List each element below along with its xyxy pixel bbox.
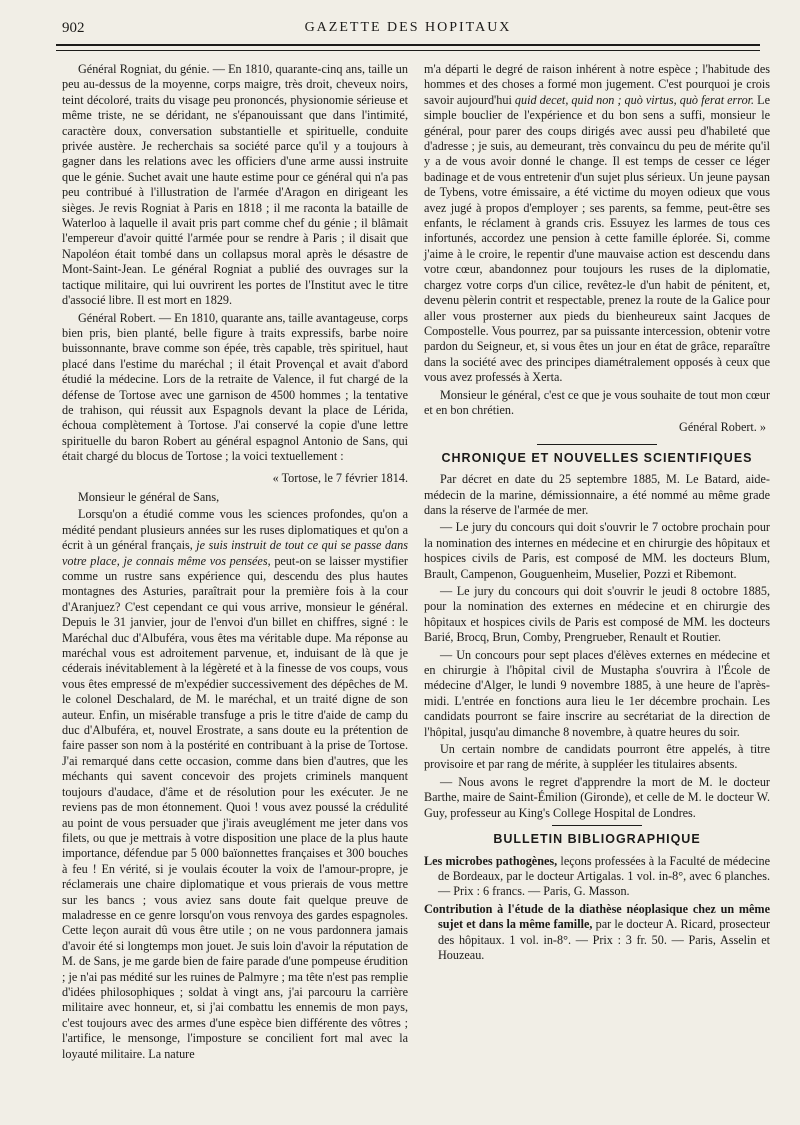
bibliography-entry: [424, 902, 770, 964]
book-title: Contribution à l'étude de la diathèse néoplasique chez un même sujet et dans la même famille,: [424, 901, 770, 932]
section-divider: [537, 444, 657, 445]
news-item: — Le jury du concours qui doit s'ouvrir le 7 octobre prochain pour la nomination des internes en médecine et en chirurgie des hôpitaux et hospices civils de Paris, est composé de MM. les docteurs Blum, Brault, Campenon, Gouguenheim, Muselier, Pozzi et Ribemont.: [424, 520, 770, 581]
left-column: [62, 62, 408, 1064]
news-item: — Nous avons le regret d'apprendre la mort de M. le docteur Barthe, maire de Saint-Émilion (Gironde), et celle de M. le docteur W. Guy, professeur au King's College Hospital de Londres.: [424, 774, 770, 820]
letter-cont-text-a: m'a départi le degré de raison inhérent à notre espèce ; l'habitude des hommes et des choses a formé mon jugement. C'est pourquoi je crois savoir aujourd'hui: [424, 62, 770, 107]
letter-text-a: Lorsqu'on a étudié comme vous les sciences profondes, qu'on a médité pendant plusieurs années sur les ruses diplomatiques et qu'on a écrit à un général français,: [62, 507, 408, 553]
paragraph-rogniat: Général Rogniat, du génie. — En 1810, quarante-cinq ans, taille un peu au-dessus de la moyenne, corps maigre, très droit, cheveux noirs, teint décoloré, traits du visage peu prononcés, physionomie sérieuse et même triste, ne se déridant, ne s'épanouissant que dans l'intimité, caractère doux, conversation substantielle et spirituelle, conduite privée austère. Je recherchais sa société parce qu'il y a toujours à gagner dans les relations avec les officiers d'une arme aussi instruite que le génie. Suchet avait une haute estime pour ce général qui n'a pas peu contribué à l'illustration de l'armée d'Aragon en dirigeant les sièges. Je revis Rogniat à Paris en 1818 ; il me raconta la bataille de Waterloo à laquelle il avait pris part comme chef du génie ; il blâmait l'empereur d'avoir quitté l'armée pour se rendre à Paris ; il disait que Napoléon était tombé dans un collapsus moral après le désastre de Mont-Saint-Jean. Le général Rogniat a publié des ouvrages sur la tactique militaire, qui lui ouvrirent les portes de l'Institut avec le titre d'associé libre. Il est mort en 1829.: [62, 62, 408, 308]
letter-continuation: [424, 62, 770, 386]
page-number: 902: [62, 20, 85, 36]
letter-body: [62, 507, 408, 1062]
letter-signature: Général Robert. »: [679, 420, 766, 435]
bibliography-entry: [424, 854, 770, 900]
header-rule: [56, 44, 760, 51]
letter-cont-text-b: Le simple bouclier de l'expérience et du bon sens a suffi, monsieur le général, pour parer des coups dirigés avec aussi peu d'habileté que d'adresse ; je suis, au demeurant, très convaincu du peu de mérite qu'il y a de vous avoir donné le change. Il est temps de cesser ce léger badinage et de vous entretenir d'un sujet plus sérieux. Un jeune paysan de Tybens, votre émissaire, a été victime du moyen odieux que vous avez jugé à propos d'employer ; ses parents, sa femme, peut-être ses enfants, le réclament à grands cris. Essuyez les larmes de tous ces infortunés, accordez une pension à cette famille éplorée. Si, comme j'aime à le croire, le repentir d'une mauvaise action est descendu dans votre cœur, abandonnez pour toujours les ruses de la diplomatie, chargez votre corps d'un cilice, revêtez-le d'un habit de pénitent, et, devenu pèlerin contrit et respectable, prenez la route de la Galice pour aller vous prosterner aux pieds du bienheureux saint Jacques de Compostelle. Vous pourrez, par sa puissante intercession, obtenir votre pardon du Seigneur, et, si vous êtes un jour en état de grâce, reparaître dans la société avec des principes diamétralement opposés à ceux que vous avez professés à Xerta.: [424, 92, 771, 385]
bibliography-list: [424, 854, 770, 964]
letter-date: « Tortose, le 7 février 1814.: [272, 470, 408, 485]
news-item: — Un concours pour sept places d'élèves externes en médecine et en chirurgie à l'hôpital civil de Mustapha s'ouvrira à l'École de médecine d'Alger, le lundi 9 novembre 1885, à une heure de l'après-midi. L'entrée en fonctions aura lieu le 1er décembre prochain. Les candidats pourront se faire inscrire au secrétariat de la direction de l'hôpital, jusqu'au dimanche 8 novembre, à quatre heures du soir.: [424, 647, 770, 739]
book-details: par le docteur A. Ricard, prosecteur des hôpitaux. 1 vol. in-8°. — Prix : 3 fr. 50. — Paris, Asselin et Houzeau.: [438, 917, 770, 962]
news-item: — Le jury du concours qui doit s'ouvrir le jeudi 8 octobre 1885, pour la nomination des externes en médecine et en chirurgie des hôpitaux et hospices civils de Paris est composé de MM. les docteurs Barié, Brocq, Brun, Comby, Prengrueber, Renault et Routier.: [424, 584, 770, 645]
letter-salutation: Monsieur le général de Sans,: [78, 489, 220, 504]
book-title: Les microbes pathogènes,: [424, 853, 558, 868]
letter-italic: je suis instruit de tout ce qui se passe dans votre place, je connais même vos pensées,: [62, 538, 409, 568]
section-divider: [552, 825, 642, 826]
section-title-bulletin: BULLETIN BIBLIOGRAPHIQUE: [493, 832, 701, 847]
journal-title: GAZETTE DES HOPITAUX: [304, 20, 512, 35]
letter-text-b: peut-on se laisser mystifier comme un rustre sans expérience qui, descendu des plus hautes montagnes des Asturies, paraîtrait pour la première fois à la cour d'Aranjuez? C'est cependant ce qui vous arrive, monsieur le général. Depuis le 31 janvier, jour de l'envoi d'un billet en chiffres, signé : le Maréchal duc d'Albuféra, vous êtes ma véritable dupe. Ma réponse au maréchal vous est adroitement parvenue, et, induisant de là que je céderais inévitablement à la légèreté et à la finesse de vos coups, vous vous êtes empressé de m'expédier successivement des dépêches de M. le colonel Deschalard, de M. le maréchal, et un traité digne de son auteur. Enfin, un misérable transfuge a pris le titre d'aide de camp du duc d'Albuféra, et, nouvel Erostrate, a sans doute eu la prétention de faire passer son nom à la postérité en contribuant à la prise de Tortose. J'ai remarqué dans cette occasion, comme dans bien d'autres, que les méchants qui savent concevoir des projets criminels manquent toujours d'audace, d'âme et de résolution pour les exécuter. Je ne reviens pas de mon étonnement. Quoi ! vous avez poussé la crédulité au point de vous persuader que j'irais aveuglément me jeter dans vos filets, ou que je mettrais à votre disposition une place de la plus haute importance, défendue par 5 000 baïonnettes françaises et 300 bouches à feu ! En vérité, si je voulais écouter la voix de l'amour-propre, je réclamerais une chaire diplomatique et vous prierais de vous mettre sur les bancs ; vous aviez sans doute fait quelque preuve de maladresse en ce genre lorsqu'on vous renvoya des gardes espagnoles. Cette leçon aurait dû vous être utile ; on ne vous pardonnera jamais d'avoir été si longtemps mon jouet. Je suis loin d'avoir la réputation de M. de Sans, je me garde bien de faire parade d'une pompeuse érudition ; je n'ai pas médité sur les ruines de Palmyre ; ma tête n'est pas remplie d'idées philosophiques ; soldat à vingt ans, j'ai parcouru la carrière militaire avec honneur, et, si j'ai combattu les ennemis de mon pays, c'est toujours avec des armes d'une espèce bien différente des vôtres ; l'artifice, le mensonge, l'imposture se concilient fort mal avec la loyauté militaire. La nature: [62, 553, 408, 1061]
book-details: leçons professées à la Faculté de médecine de Bordeaux, par le docteur Artigalas. 1 vol. in-8°, avec 6 planches. — Prix : 6 francs. — Paris, G. Masson.: [438, 853, 770, 899]
news-item: Par décret en date du 25 septembre 1885, M. Le Batard, aide-médecin de la marine, démissionnaire, a été nommé au même grade dans la réserve de l'armée de mer.: [424, 472, 770, 517]
letter-closing: Monsieur le général, c'est ce que je vous souhaite de tout mon cœur et en bon chrétien.: [424, 387, 770, 417]
right-column: [424, 62, 770, 965]
page-header: [56, 18, 760, 40]
news-item: Un certain nombre de candidats pourront être appelés, à titre provisoire et par rang de mérite, à suppléer les titulaires absents.: [424, 742, 770, 772]
latin-quote: quid decet, quid non ; quò virtus, quò ferat error.: [514, 92, 755, 107]
paragraph-robert: Général Robert. — En 1810, quarante ans, taille avantageuse, corps bien pris, bien planté, belle figure à traits expressifs, barbe noire buissonnante, brave comme son épée, très capable, très spirituel, haut placé dans l'estime du maréchal ; il était Provençal et avait d'abord étudié la médecine. Lors de la retraite de Valence, il fut chargé de la défense de Tortose avec une garnison de 4500 hommes ; la tentative de trahison, qui réussit aux Espagnols devant la place de Lérida, échoua complètement à Tortose. J'ai conservé la copie d'une lettre spirituelle du baron Robert au général espagnol Antonio de Sans, qui était chargé du blocus de Tortose ; la voici textuellement :: [62, 310, 408, 464]
section-title-chronique: CHRONIQUE ET NOUVELLES SCIENTIFIQUES: [441, 450, 753, 465]
